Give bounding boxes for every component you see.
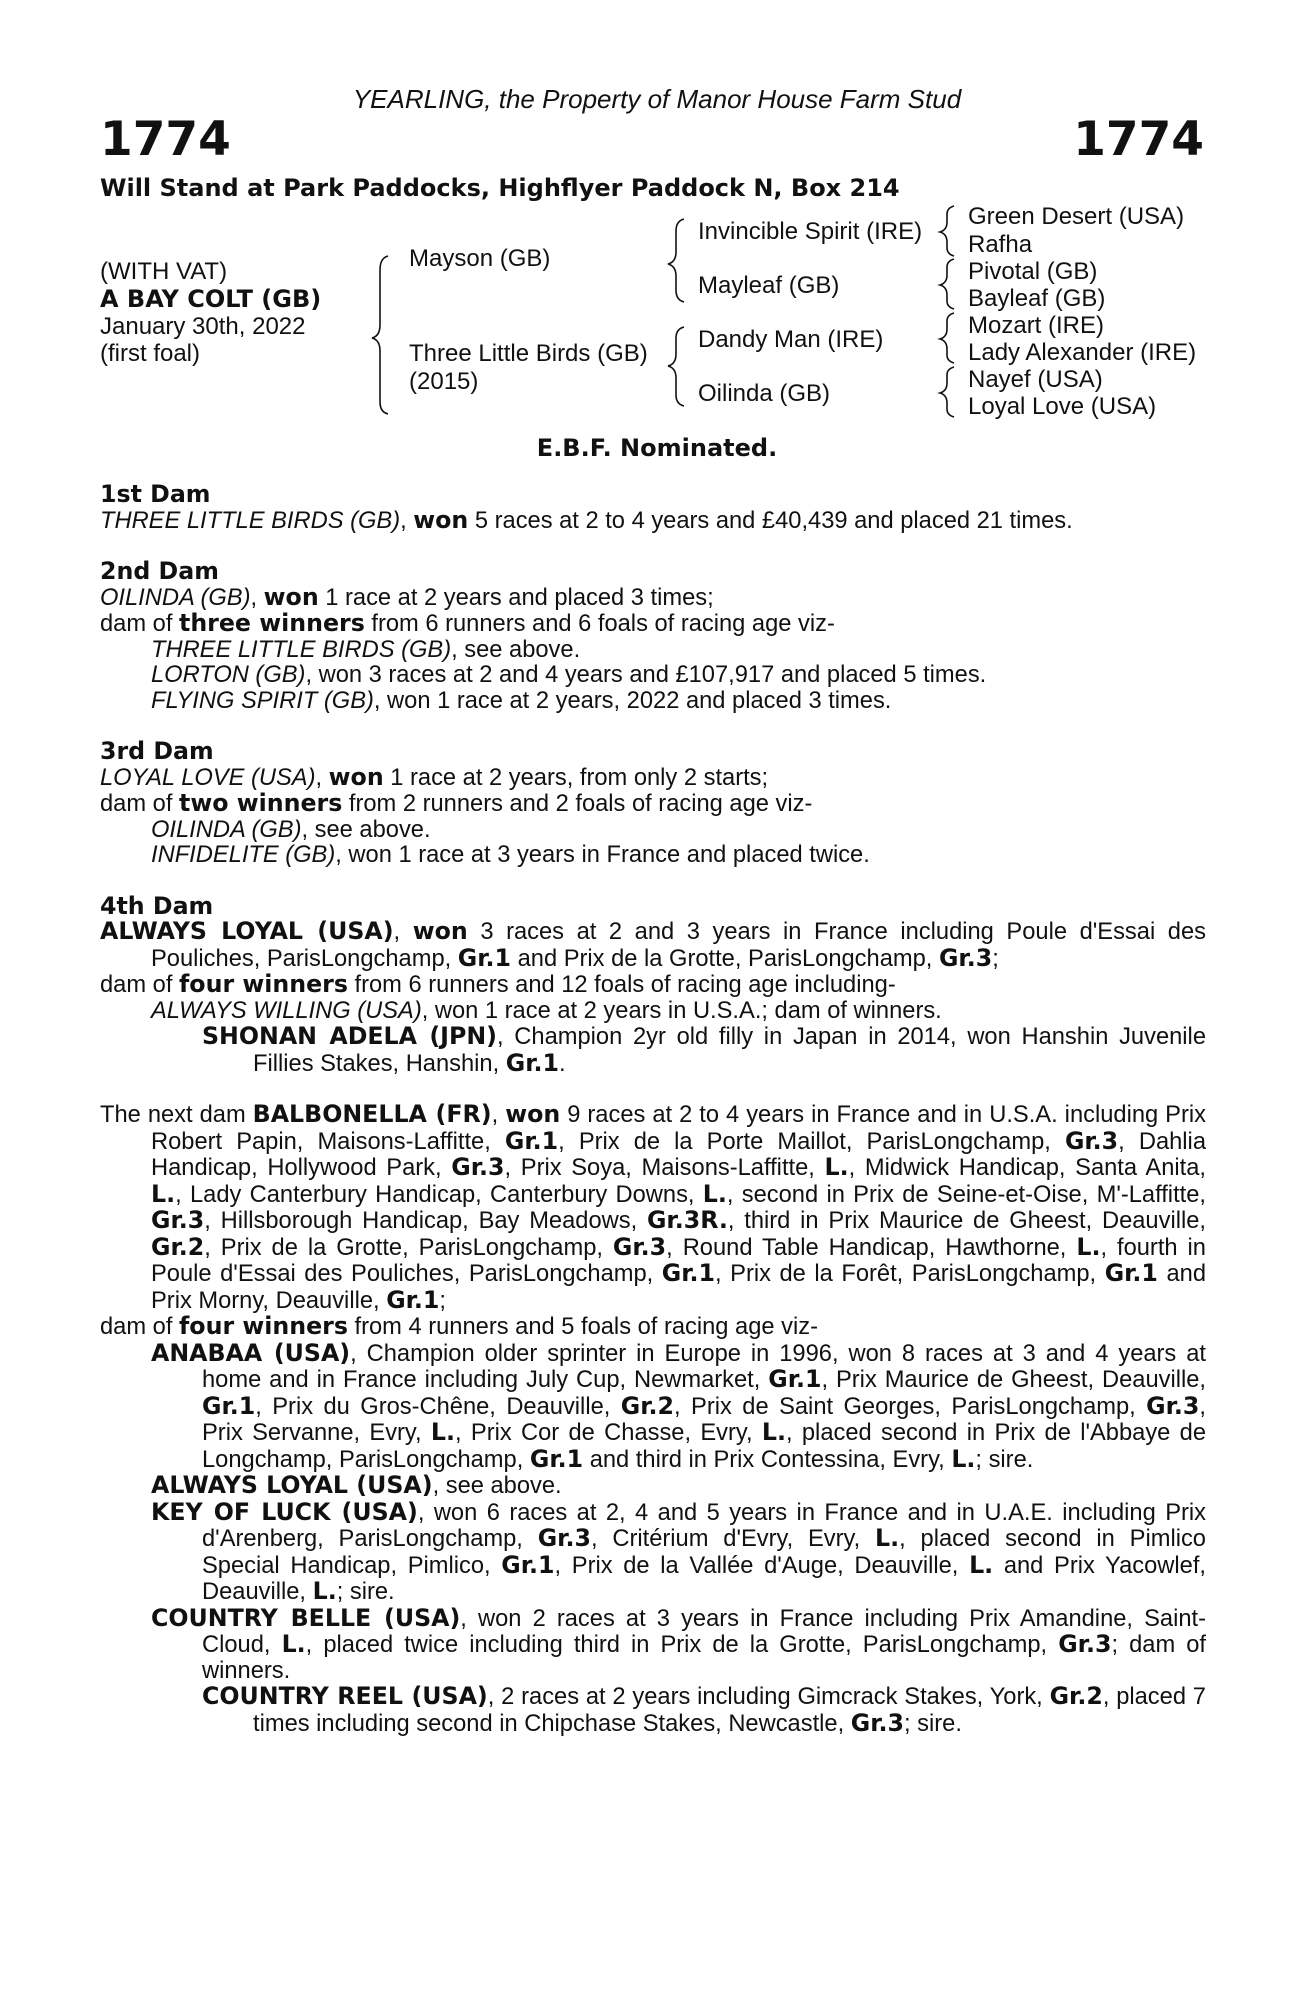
record-text: , Prix du Gros-Chêne, Deauville, [255, 1393, 621, 1420]
lot-number-right: 1774 [1073, 112, 1204, 167]
record-text: , Champion older sprinter in Europe in 1996, won 8 races at 3 and 4 years at home and in France including July Cup, Newmarket, [202, 1340, 1206, 1393]
record-text: , Prix de la Porte Maillot, ParisLongchamp, [558, 1128, 1065, 1155]
next-dam-line [100, 1102, 1206, 1314]
record-text: , Dahlia Handicap, Hollywood Park, [151, 1128, 1206, 1181]
first-dam-line: THREE LITTLE BIRDS (GB), won 5 races at 2 to 4 years and £40,439 and placed 21 times. [100, 505, 1073, 534]
produce-name: LORTON (GB) [151, 662, 306, 688]
produce-name: COUNTRY REEL (USA) [202, 1682, 488, 1710]
second-dam-name: OILINDA (GB) [100, 584, 251, 611]
record-text: , won 6 races at 2, 4 and 5 years in France and in U.A.E. including Prix d'Arenberg, ParisLongchamp, [202, 1499, 1206, 1552]
produce-name: INFIDELITE (GB) [151, 842, 336, 868]
record-text: , Prix de Saint Georges, ParisLongchamp, [674, 1393, 1147, 1420]
record-text: , second in Prix de Seine-et-Oise, M'-Laffitte, [726, 1181, 1206, 1208]
grade-badge: Gr.1 [457, 943, 512, 972]
record-text: and Prix Yacowlef, Deauville, [202, 1552, 1206, 1605]
produce-text: , Champion 2yr old filly in Japan in 2014, won Hanshin Juvenile Fillies Stakes, Hanshin, [253, 1024, 1206, 1077]
third-dam-won: won [328, 762, 384, 791]
grade-badge: Gr.2 [1049, 1682, 1103, 1710]
produce-name: FLYING SPIRIT (GB) [151, 687, 374, 714]
pedigree-sdd: Bayleaf (GB) [968, 285, 1106, 312]
produce-text: , see above. [301, 816, 431, 843]
grade-badge: Gr.3 [612, 1232, 667, 1261]
record-text: ; sire. [904, 1710, 962, 1737]
grade-badge: Gr.3R. [646, 1206, 728, 1234]
grade-badge: Gr.1 [505, 1048, 560, 1077]
dam-of-label: dam of [100, 611, 179, 637]
third-dam-section [100, 739, 1206, 869]
produce-entry [100, 843, 1206, 869]
produce-name: ALWAYS LOYAL (USA) [151, 1471, 433, 1499]
third-dam-produce-summary [100, 791, 1206, 818]
dam-of-label: dam of [100, 791, 179, 817]
produce-name: SHONAN ADELA (JPN) [202, 1022, 497, 1050]
next-dam-section [100, 1102, 1206, 1737]
record-text: , placed 7 times including second in Chipchase Stakes, Newcastle, [253, 1684, 1206, 1737]
record-text: ; sire. [336, 1579, 395, 1605]
produce-tail: from 6 runners and 6 foals of racing age viz- [364, 611, 835, 637]
record-text: , Round Table Handicap, Hawthorne, [666, 1234, 1077, 1261]
pedigree-ddd: Loyal Love (USA) [968, 393, 1157, 420]
record-text: , Prix Soya, Maisons-Laffitte, [504, 1155, 825, 1181]
record-text: , placed second in Prix de l'Abbaye de Longchamp, ParisLongchamp, [202, 1420, 1206, 1473]
grade-badge: Gr.1 [504, 1126, 559, 1155]
grade-badge: Gr.3 [1058, 1630, 1112, 1658]
pedigree-dds: Nayef (USA) [968, 366, 1103, 393]
second-dam-won: won [263, 582, 319, 611]
vat-note: (WITH VAT) [100, 258, 228, 285]
record-text: , [491, 1102, 506, 1128]
grade-badge: Gr.1 [768, 1365, 822, 1393]
record-text: , 2 races at 2 years including Gimcrack Stakes, York, [487, 1684, 1050, 1710]
produce-text: , see above. [451, 636, 581, 663]
fourth-dam-section [100, 891, 1206, 1078]
grade-badge: Gr.1 [202, 1391, 256, 1420]
grade-badge: L. [151, 1179, 176, 1208]
winners-count: four winners [179, 1312, 348, 1340]
second-dam-line: OILINDA (GB), won 1 race at 2 years and placed 3 times; [100, 582, 714, 611]
produce-text: , won 1 race at 2 years in U.S.A.; dam of winners. [421, 997, 942, 1024]
second-dam-heading: 2nd Dam [100, 557, 219, 585]
subject-note: (first foal) [100, 340, 201, 367]
grade-badge: L. [761, 1418, 786, 1446]
subject-name: A BAY COLT (GB) [100, 285, 322, 313]
pedigree-sire-dam: Mayleaf (GB) [698, 272, 840, 299]
produce-tail: from 2 runners and 2 foals of racing age viz- [342, 791, 813, 817]
grade-badge: Gr.2 [620, 1391, 675, 1420]
record-text: , Lady Canterbury Handicap, Canterbury Downs, [175, 1181, 703, 1208]
grade-badge: L. [824, 1153, 849, 1181]
grade-badge: Gr.3 [451, 1153, 505, 1181]
produce-entry [100, 663, 1206, 689]
record-text: and Prix Morny, Deauville, [151, 1261, 1206, 1314]
second-dam-section [100, 559, 1206, 714]
produce-tail: from 6 runners and 12 foals of racing age including- [347, 972, 896, 998]
grade-badge: L. [875, 1524, 900, 1552]
pedigree-sss: Green Desert (USA) [968, 203, 1185, 230]
produce-text: . [559, 1050, 566, 1077]
fourth-dam-won: won [412, 917, 468, 945]
grade-badge: Gr.3 [938, 943, 993, 972]
record-text: , Hillsborough Handicap, Bay Meadows, [204, 1208, 647, 1234]
record-text: ; dam of winners. [202, 1632, 1207, 1684]
produce-entry [100, 818, 1206, 844]
record-text: , Midwick Handicap, Santa Anita, [848, 1155, 1206, 1181]
first-dam-heading: 1st Dam [100, 480, 211, 508]
record-text: , Prix Cor de Chasse, Evry, [455, 1420, 762, 1446]
record-text: , Prix de la Grotte, ParisLongchamp, [204, 1234, 613, 1261]
record-text: , placed second in Pimlico Special Handicap, Pimlico, [202, 1526, 1206, 1579]
produce-name: THREE LITTLE BIRDS (GB) [151, 636, 452, 663]
pedigree-dam: Three Little Birds (GB) [409, 340, 648, 367]
family-details [100, 482, 1206, 1737]
fourth-dam-name: ALWAYS LOYAL (USA) [100, 917, 394, 945]
pedigree-ssd: Rafha [968, 231, 1033, 258]
fourth-dam-heading: 4th Dam [100, 891, 214, 920]
grade-badge: L. [430, 1418, 456, 1446]
produce-entry-country-belle [100, 1603, 1207, 1685]
grade-badge: Gr.3 [537, 1524, 591, 1552]
stand-location: Will Stand at Park Paddocks, Highflyer Paddock N, Box 214 [100, 174, 900, 202]
first-dam-section [100, 482, 1206, 534]
produce-entry [100, 1024, 1206, 1077]
fourth-dam-line: ALWAYS LOYAL (USA), won 3 races at 2 and 3 years in France including Poule d'Essai des Pouliches, ParisLongchamp, Gr.1 and Prix de la Grotte, ParisLongchamp, Gr.3; [100, 917, 1206, 972]
record-text: , Prix de la Forêt, ParisLongchamp, [715, 1261, 1105, 1287]
lot-number-left: 1774 [100, 112, 231, 167]
second-dam-produce-summary [100, 611, 1206, 638]
winners-count: two winners [179, 789, 343, 817]
record-text: , won 2 races at 3 years in France including Prix Amandine, Saint-Cloud, [202, 1605, 1206, 1658]
third-dam-heading: 3rd Dam [100, 737, 214, 765]
produce-entry-anabaa [100, 1338, 1207, 1474]
record-text: , placed twice including third in Prix de la Grotte, ParisLongchamp, [305, 1632, 1059, 1658]
grade-badge: Gr.1 [1104, 1259, 1158, 1287]
produce-entry [100, 689, 1206, 715]
produce-name: OILINDA (GB) [151, 816, 302, 843]
third-dam-name: LOYAL LOVE (USA) [100, 764, 316, 791]
produce-name: COUNTRY BELLE (USA) [151, 1603, 461, 1632]
produce-name: ALWAYS WILLING (USA) [151, 997, 422, 1024]
record-text: and third in Prix Contessina, Evry, [583, 1446, 952, 1473]
ebf-nominated: E.B.F. Nominated. [536, 434, 778, 462]
pedigree-sds: Pivotal (GB) [968, 258, 1098, 285]
produce-text: , won 3 races at 2 and 4 years and £107,917 and placed 5 times. [305, 662, 987, 688]
winners-count: four winners [179, 970, 348, 998]
fourth-dam-produce-summary [100, 972, 1206, 999]
record-text: , Prix Servanne, Evry, [202, 1393, 1206, 1446]
produce-text: , won 1 race at 3 years in France and placed twice. [335, 842, 870, 868]
third-dam-record: 1 race at 2 years, from only 2 starts; [383, 764, 769, 791]
produce-entry-key-of-luck [100, 1497, 1206, 1606]
grade-badge: L. [951, 1444, 976, 1473]
pedigree-sire-sire: Invincible Spirit (IRE) [698, 218, 923, 245]
pedigree-dam-year: (2015) [409, 368, 479, 395]
record-text: , Prix de la Vallée d'Auge, Deauville, [554, 1552, 970, 1579]
produce-name: ANABAA (USA) [151, 1338, 351, 1367]
third-dam-line: LOYAL LOVE (USA), won 1 race at 2 years, from only 2 starts; [100, 762, 769, 791]
grade-badge: Gr.1 [529, 1444, 584, 1473]
grade-badge: Gr.3 [1064, 1126, 1119, 1155]
pedigree-dam-sire: Dandy Man (IRE) [698, 326, 884, 353]
grade-badge: Gr.3 [1146, 1391, 1200, 1420]
winners-count: three winners [179, 609, 365, 637]
grade-badge: L. [702, 1179, 727, 1208]
dam-of-label: dam of [100, 1314, 179, 1340]
record-text: , Prix Maurice de Gheest, Deauville, [821, 1367, 1207, 1393]
grade-badge: Gr.3 [850, 1708, 904, 1737]
next-dam-name: BALBONELLA (FR) [252, 1100, 492, 1128]
pedigree-dss: Mozart (IRE) [968, 312, 1105, 339]
first-dam-name: THREE LITTLE BIRDS (GB) [100, 507, 401, 534]
grade-badge: Gr.1 [501, 1550, 555, 1579]
produce-tail: from 4 runners and 5 foals of racing age viz- [347, 1314, 818, 1340]
record-text: , third in Prix Maurice de Gheest, Deauville, [727, 1208, 1206, 1234]
produce-name: KEY OF LUCK (USA) [151, 1497, 418, 1526]
record-text: 9 races at 2 to 4 years in France and in U.S.A. including Prix Robert Papin, Maisons-Laffitte, [151, 1102, 1206, 1155]
next-dam-produce-summary [100, 1314, 1206, 1341]
dam-of-label: dam of [100, 972, 179, 998]
record-text: and Prix de la Grotte, ParisLongchamp, [511, 945, 939, 972]
grade-badge: L. [312, 1577, 337, 1605]
subject-dob: January 30th, 2022 [100, 313, 306, 340]
page-subtitle: YEARLING, the Property of Manor House Farm Stud [352, 84, 962, 114]
produce-entry-country-reel [100, 1684, 1206, 1737]
pedigree-sire: Mayson (GB) [409, 245, 551, 272]
record-text: , Critérium d'Evry, Evry, [590, 1526, 876, 1552]
grade-badge: Gr.1 [386, 1285, 440, 1314]
first-dam-record: 5 races at 2 to 4 years and £40,439 and placed 21 times. [468, 507, 1073, 534]
record-text: 3 races at 2 and 3 years in France including Poule d'Essai des Pouliches, ParisLongchamp, [151, 919, 1206, 972]
record-text: , see above. [432, 1473, 562, 1499]
produce-entry-always-loyal [100, 1473, 1206, 1500]
record-text: ; [992, 945, 999, 972]
pedigree-dsd: Lady Alexander (IRE) [968, 339, 1197, 366]
next-dam-label: The next dam [100, 1102, 253, 1128]
grade-badge: L. [969, 1550, 994, 1579]
grade-badge: Gr.1 [661, 1259, 716, 1287]
produce-text: , won 1 race at 2 years, 2022 and placed 3 times. [373, 687, 892, 714]
next-dam-won: won [505, 1100, 561, 1128]
grade-badge: Gr.2 [151, 1232, 205, 1261]
grade-badge: L. [281, 1630, 306, 1658]
second-dam-record: 1 race at 2 years and placed 3 times; [318, 584, 714, 611]
record-text: , fourth in Poule d'Essai des Pouliches, ParisLongchamp, [151, 1234, 1206, 1287]
produce-entry [100, 638, 1206, 664]
record-text: ; [439, 1287, 447, 1314]
grade-badge: Gr.3 [151, 1206, 205, 1234]
produce-entry [100, 999, 1206, 1025]
grade-badge: L. [1076, 1232, 1101, 1261]
first-dam-won: won [413, 505, 469, 534]
record-text: ; sire. [975, 1446, 1034, 1473]
pedigree-dam-dam: Oilinda (GB) [698, 380, 831, 407]
